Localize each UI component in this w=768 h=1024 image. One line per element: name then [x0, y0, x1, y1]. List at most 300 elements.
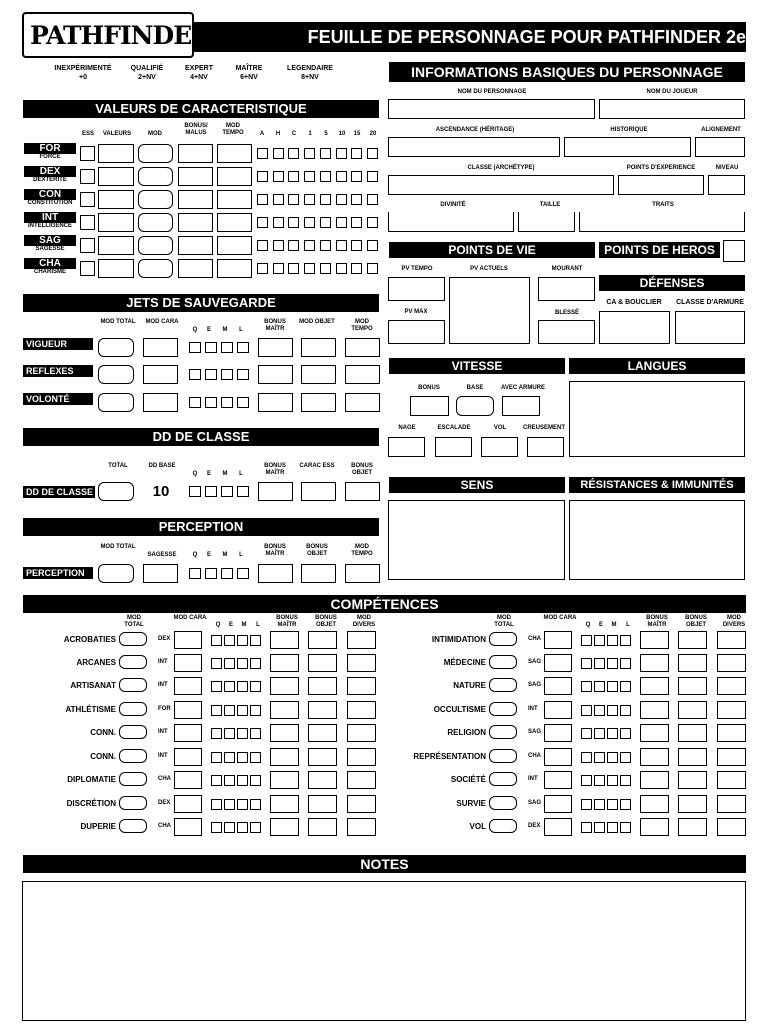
skill-prof-bonus-field[interactable]	[640, 818, 669, 836]
skill-item-field[interactable]	[678, 748, 707, 766]
ability-boost-checkbox[interactable]	[320, 263, 331, 274]
speed-base-field[interactable]	[456, 396, 494, 416]
skill-prof-checkbox[interactable]	[594, 799, 605, 810]
skill-ability-field[interactable]	[544, 748, 572, 766]
skill-item-field[interactable]	[308, 795, 337, 813]
traits-field[interactable]	[579, 212, 745, 232]
skill-prof-checkbox[interactable]	[211, 822, 222, 833]
hero-points-box[interactable]	[723, 240, 745, 262]
save-item-field[interactable]	[301, 338, 336, 357]
skill-prof-checkbox[interactable]	[594, 681, 605, 692]
skill-prof-checkbox[interactable]	[211, 635, 222, 646]
ability-boost-checkbox[interactable]	[367, 148, 378, 159]
skill-item-field[interactable]	[308, 701, 337, 719]
skill-prof-checkbox[interactable]	[581, 635, 592, 646]
ability-score-field[interactable]	[98, 144, 134, 163]
skill-prof-checkbox[interactable]	[224, 705, 235, 716]
save-prof-checkbox[interactable]	[237, 397, 249, 408]
skill-prof-checkbox[interactable]	[250, 752, 261, 763]
ability-boost-checkbox[interactable]	[320, 194, 331, 205]
xp-field[interactable]	[618, 175, 704, 195]
skill-ability-field[interactable]	[544, 701, 572, 719]
skill-prof-checkbox[interactable]	[620, 681, 631, 692]
skill-prof-checkbox[interactable]	[620, 799, 631, 810]
skill-prof-checkbox[interactable]	[581, 822, 592, 833]
class-dc-total-field[interactable]	[98, 482, 134, 501]
ability-boost-checkbox[interactable]	[367, 263, 378, 274]
skill-prof-checkbox[interactable]	[250, 822, 261, 833]
ability-boost-checkbox[interactable]	[336, 240, 347, 251]
skill-prof-checkbox[interactable]	[237, 681, 248, 692]
skill-prof-bonus-field[interactable]	[270, 795, 299, 813]
skill-item-field[interactable]	[678, 654, 707, 672]
ability-temp-field[interactable]	[217, 167, 252, 186]
dying-field[interactable]	[538, 277, 595, 301]
swim-field[interactable]	[388, 437, 425, 457]
skill-prof-checkbox[interactable]	[250, 775, 261, 786]
skill-prof-checkbox[interactable]	[237, 752, 248, 763]
save-prof-checkbox[interactable]	[205, 369, 217, 380]
ability-boost-checkbox[interactable]	[257, 217, 268, 228]
ability-boost-checkbox[interactable]	[288, 217, 299, 228]
ability-boost-checkbox[interactable]	[273, 148, 284, 159]
skill-prof-checkbox[interactable]	[211, 775, 222, 786]
resistances-field[interactable]	[569, 500, 745, 580]
skill-item-field[interactable]	[678, 771, 707, 789]
skill-total-field[interactable]	[489, 749, 517, 763]
skill-prof-checkbox[interactable]	[581, 775, 592, 786]
class-field[interactable]	[388, 175, 614, 195]
skill-total-field[interactable]	[489, 772, 517, 786]
alignment-field[interactable]	[695, 137, 745, 157]
skill-prof-checkbox[interactable]	[250, 728, 261, 739]
skill-ability-field[interactable]	[174, 677, 202, 695]
skill-ability-field[interactable]	[174, 724, 202, 742]
skill-prof-bonus-field[interactable]	[270, 724, 299, 742]
skill-prof-checkbox[interactable]	[581, 681, 592, 692]
ability-key-checkbox[interactable]	[80, 146, 95, 161]
skill-prof-checkbox[interactable]	[594, 822, 605, 833]
save-total-field[interactable]	[98, 338, 134, 357]
size-field[interactable]	[518, 212, 575, 232]
skill-prof-bonus-field[interactable]	[640, 701, 669, 719]
ability-boost-checkbox[interactable]	[367, 217, 378, 228]
skill-prof-checkbox[interactable]	[620, 635, 631, 646]
skill-item-field[interactable]	[678, 818, 707, 836]
ability-boost-checkbox[interactable]	[367, 240, 378, 251]
speed-bonus-field[interactable]	[410, 396, 449, 416]
ability-boost-checkbox[interactable]	[320, 217, 331, 228]
skill-prof-checkbox[interactable]	[581, 705, 592, 716]
skill-total-field[interactable]	[119, 819, 147, 833]
class-dc-prof-checkbox[interactable]	[221, 486, 233, 497]
char-name-field[interactable]	[388, 99, 595, 119]
ability-boost-checkbox[interactable]	[288, 148, 299, 159]
skill-misc-field[interactable]	[717, 701, 746, 719]
skill-ability-field[interactable]	[544, 818, 572, 836]
ability-boost-checkbox[interactable]	[273, 194, 284, 205]
save-prof-bonus-field[interactable]	[258, 393, 293, 412]
skill-prof-checkbox[interactable]	[594, 775, 605, 786]
skill-total-field[interactable]	[489, 819, 517, 833]
skill-item-field[interactable]	[678, 677, 707, 695]
ability-mod-field[interactable]	[138, 236, 173, 255]
fly-field[interactable]	[481, 437, 518, 457]
hp-temp-field[interactable]	[388, 277, 445, 301]
skill-prof-checkbox[interactable]	[607, 681, 618, 692]
ability-temp-field[interactable]	[217, 190, 252, 209]
ability-boost-checkbox[interactable]	[336, 263, 347, 274]
skill-misc-field[interactable]	[717, 654, 746, 672]
skill-ability-field[interactable]	[174, 701, 202, 719]
skill-prof-checkbox[interactable]	[250, 635, 261, 646]
save-prof-checkbox[interactable]	[205, 342, 217, 353]
skill-prof-bonus-field[interactable]	[270, 748, 299, 766]
skill-prof-bonus-field[interactable]	[270, 771, 299, 789]
skill-prof-checkbox[interactable]	[224, 728, 235, 739]
ability-boost-checkbox[interactable]	[351, 217, 362, 228]
ability-boost-checkbox[interactable]	[288, 194, 299, 205]
skill-misc-field[interactable]	[717, 631, 746, 649]
skill-ability-field[interactable]	[544, 631, 572, 649]
ability-boost-checkbox[interactable]	[273, 217, 284, 228]
perception-prof-checkbox[interactable]	[189, 568, 201, 579]
skill-prof-checkbox[interactable]	[224, 658, 235, 669]
skill-prof-checkbox[interactable]	[581, 752, 592, 763]
ability-key-checkbox[interactable]	[80, 169, 95, 184]
skill-misc-field[interactable]	[717, 771, 746, 789]
ability-bonus-field[interactable]	[178, 259, 213, 278]
wounded-field[interactable]	[538, 320, 595, 344]
ability-boost-checkbox[interactable]	[336, 148, 347, 159]
ability-score-field[interactable]	[98, 259, 134, 278]
ability-boost-checkbox[interactable]	[257, 263, 268, 274]
save-prof-checkbox[interactable]	[221, 369, 233, 380]
skill-prof-checkbox[interactable]	[224, 799, 235, 810]
ability-score-field[interactable]	[98, 236, 134, 255]
skill-prof-checkbox[interactable]	[594, 658, 605, 669]
skill-prof-checkbox[interactable]	[607, 799, 618, 810]
skill-prof-checkbox[interactable]	[211, 728, 222, 739]
ability-boost-checkbox[interactable]	[336, 217, 347, 228]
skill-ability-field[interactable]	[544, 724, 572, 742]
skill-prof-checkbox[interactable]	[237, 635, 248, 646]
ability-boost-checkbox[interactable]	[288, 171, 299, 182]
save-item-field[interactable]	[301, 393, 336, 412]
skill-misc-field[interactable]	[717, 724, 746, 742]
ability-mod-field[interactable]	[138, 213, 173, 232]
skill-prof-checkbox[interactable]	[607, 705, 618, 716]
ability-key-checkbox[interactable]	[80, 238, 95, 253]
ability-mod-field[interactable]	[138, 144, 173, 163]
ability-bonus-field[interactable]	[178, 144, 213, 163]
save-prof-checkbox[interactable]	[221, 397, 233, 408]
skill-item-field[interactable]	[678, 631, 707, 649]
skill-prof-checkbox[interactable]	[211, 752, 222, 763]
skill-ability-field[interactable]	[174, 818, 202, 836]
skill-prof-checkbox[interactable]	[594, 705, 605, 716]
skill-prof-checkbox[interactable]	[237, 705, 248, 716]
ability-temp-field[interactable]	[217, 236, 252, 255]
languages-field[interactable]	[569, 381, 745, 457]
perception-prof-bonus-field[interactable]	[258, 564, 293, 583]
skill-prof-checkbox[interactable]	[224, 752, 235, 763]
skill-ability-field[interactable]	[174, 771, 202, 789]
save-total-field[interactable]	[98, 365, 134, 384]
save-prof-checkbox[interactable]	[205, 397, 217, 408]
save-temp-field[interactable]	[345, 393, 380, 412]
skill-prof-checkbox[interactable]	[594, 752, 605, 763]
ability-boost-checkbox[interactable]	[273, 240, 284, 251]
ability-boost-checkbox[interactable]	[257, 148, 268, 159]
skill-total-field[interactable]	[119, 796, 147, 810]
skill-prof-checkbox[interactable]	[620, 822, 631, 833]
skill-total-field[interactable]	[119, 655, 147, 669]
ability-boost-checkbox[interactable]	[367, 194, 378, 205]
skill-total-field[interactable]	[489, 725, 517, 739]
ability-boost-checkbox[interactable]	[336, 194, 347, 205]
ability-boost-checkbox[interactable]	[257, 240, 268, 251]
skill-prof-checkbox[interactable]	[250, 705, 261, 716]
skill-total-field[interactable]	[119, 702, 147, 716]
skill-prof-checkbox[interactable]	[237, 822, 248, 833]
ability-temp-field[interactable]	[217, 213, 252, 232]
skill-prof-bonus-field[interactable]	[640, 654, 669, 672]
skill-misc-field[interactable]	[717, 818, 746, 836]
ability-bonus-field[interactable]	[178, 213, 213, 232]
skill-prof-checkbox[interactable]	[237, 658, 248, 669]
save-ability-field[interactable]	[143, 365, 178, 384]
ability-boost-checkbox[interactable]	[304, 263, 315, 274]
skill-prof-checkbox[interactable]	[620, 658, 631, 669]
skill-prof-checkbox[interactable]	[237, 775, 248, 786]
level-field[interactable]	[708, 175, 745, 195]
ability-boost-checkbox[interactable]	[288, 240, 299, 251]
ability-boost-checkbox[interactable]	[320, 171, 331, 182]
skill-item-field[interactable]	[308, 724, 337, 742]
skill-ability-field[interactable]	[544, 654, 572, 672]
skill-prof-checkbox[interactable]	[620, 728, 631, 739]
skill-prof-checkbox[interactable]	[211, 658, 222, 669]
ability-bonus-field[interactable]	[178, 167, 213, 186]
skill-ability-field[interactable]	[544, 771, 572, 789]
skill-prof-checkbox[interactable]	[594, 635, 605, 646]
perception-prof-checkbox[interactable]	[221, 568, 233, 579]
skill-prof-checkbox[interactable]	[607, 775, 618, 786]
save-prof-checkbox[interactable]	[237, 369, 249, 380]
skill-item-field[interactable]	[308, 654, 337, 672]
skill-total-field[interactable]	[119, 725, 147, 739]
ability-boost-checkbox[interactable]	[351, 171, 362, 182]
skill-total-field[interactable]	[489, 702, 517, 716]
skill-prof-checkbox[interactable]	[607, 728, 618, 739]
ability-bonus-field[interactable]	[178, 190, 213, 209]
skill-total-field[interactable]	[489, 655, 517, 669]
skill-prof-checkbox[interactable]	[211, 681, 222, 692]
skill-prof-checkbox[interactable]	[581, 799, 592, 810]
ability-temp-field[interactable]	[217, 144, 252, 163]
skill-prof-checkbox[interactable]	[594, 728, 605, 739]
ability-mod-field[interactable]	[138, 167, 173, 186]
skill-misc-field[interactable]	[717, 748, 746, 766]
ability-boost-checkbox[interactable]	[320, 148, 331, 159]
ability-temp-field[interactable]	[217, 259, 252, 278]
ability-boost-checkbox[interactable]	[320, 240, 331, 251]
skill-prof-bonus-field[interactable]	[640, 771, 669, 789]
skill-item-field[interactable]	[678, 701, 707, 719]
save-ability-field[interactable]	[143, 338, 178, 357]
skill-prof-checkbox[interactable]	[620, 752, 631, 763]
skill-ability-field[interactable]	[174, 654, 202, 672]
ability-bonus-field[interactable]	[178, 236, 213, 255]
save-ability-field[interactable]	[143, 393, 178, 412]
ability-boost-checkbox[interactable]	[336, 171, 347, 182]
ability-boost-checkbox[interactable]	[257, 194, 268, 205]
background-field[interactable]	[564, 137, 691, 157]
skill-item-field[interactable]	[678, 724, 707, 742]
skill-item-field[interactable]	[678, 795, 707, 813]
skill-prof-bonus-field[interactable]	[270, 654, 299, 672]
save-total-field[interactable]	[98, 393, 134, 412]
skill-total-field[interactable]	[119, 772, 147, 786]
ability-boost-checkbox[interactable]	[367, 171, 378, 182]
skill-misc-field[interactable]	[717, 677, 746, 695]
skill-prof-checkbox[interactable]	[237, 799, 248, 810]
skill-prof-bonus-field[interactable]	[270, 677, 299, 695]
class-dc-item-field[interactable]	[345, 482, 380, 501]
skill-ability-field[interactable]	[174, 631, 202, 649]
ability-key-checkbox[interactable]	[80, 215, 95, 230]
skill-item-field[interactable]	[308, 748, 337, 766]
ability-boost-checkbox[interactable]	[351, 194, 362, 205]
skill-prof-checkbox[interactable]	[607, 822, 618, 833]
skill-prof-bonus-field[interactable]	[640, 677, 669, 695]
skill-total-field[interactable]	[119, 632, 147, 646]
ability-boost-checkbox[interactable]	[304, 217, 315, 228]
save-prof-checkbox[interactable]	[189, 397, 201, 408]
ability-boost-checkbox[interactable]	[273, 263, 284, 274]
skill-prof-checkbox[interactable]	[224, 681, 235, 692]
hp-current-field[interactable]	[449, 277, 530, 344]
skill-total-field[interactable]	[119, 678, 147, 692]
skill-ability-field[interactable]	[544, 677, 572, 695]
skill-prof-checkbox[interactable]	[581, 658, 592, 669]
ability-boost-checkbox[interactable]	[304, 240, 315, 251]
skill-prof-checkbox[interactable]	[607, 635, 618, 646]
skill-prof-bonus-field[interactable]	[640, 795, 669, 813]
skill-item-field[interactable]	[308, 677, 337, 695]
ability-key-checkbox[interactable]	[80, 261, 95, 276]
ability-score-field[interactable]	[98, 213, 134, 232]
ability-boost-checkbox[interactable]	[351, 240, 362, 251]
skill-prof-checkbox[interactable]	[224, 635, 235, 646]
skill-prof-checkbox[interactable]	[250, 799, 261, 810]
perception-prof-checkbox[interactable]	[237, 568, 249, 579]
skill-prof-bonus-field[interactable]	[640, 748, 669, 766]
class-dc-prof-checkbox[interactable]	[189, 486, 201, 497]
skill-prof-checkbox[interactable]	[211, 799, 222, 810]
skill-prof-bonus-field[interactable]	[270, 701, 299, 719]
skill-prof-bonus-field[interactable]	[640, 631, 669, 649]
save-item-field[interactable]	[301, 365, 336, 384]
perception-item-field[interactable]	[301, 564, 336, 583]
skill-prof-checkbox[interactable]	[224, 822, 235, 833]
skill-misc-field[interactable]	[717, 795, 746, 813]
skill-ability-field[interactable]	[544, 795, 572, 813]
skill-total-field[interactable]	[489, 632, 517, 646]
ability-mod-field[interactable]	[138, 190, 173, 209]
ability-boost-checkbox[interactable]	[304, 148, 315, 159]
ability-boost-checkbox[interactable]	[257, 171, 268, 182]
speed-armor-field[interactable]	[502, 396, 540, 416]
perception-wis-field[interactable]	[143, 564, 178, 583]
ability-score-field[interactable]	[98, 167, 134, 186]
skill-total-field[interactable]	[119, 749, 147, 763]
skill-item-field[interactable]	[308, 818, 337, 836]
hp-max-field[interactable]	[388, 320, 445, 344]
senses-field[interactable]	[388, 500, 565, 580]
skill-prof-checkbox[interactable]	[250, 658, 261, 669]
perception-prof-checkbox[interactable]	[205, 568, 217, 579]
save-temp-field[interactable]	[345, 338, 380, 357]
notes-field[interactable]	[22, 881, 746, 1021]
skill-prof-checkbox[interactable]	[250, 681, 261, 692]
class-dc-prof-checkbox[interactable]	[205, 486, 217, 497]
burrow-field[interactable]	[527, 437, 564, 457]
skill-prof-bonus-field[interactable]	[640, 724, 669, 742]
ac-shield-field[interactable]	[599, 311, 670, 344]
ability-mod-field[interactable]	[138, 259, 173, 278]
skill-ability-field[interactable]	[174, 748, 202, 766]
ability-boost-checkbox[interactable]	[273, 171, 284, 182]
ability-boost-checkbox[interactable]	[288, 263, 299, 274]
perception-temp-field[interactable]	[345, 564, 380, 583]
save-prof-checkbox[interactable]	[237, 342, 249, 353]
deity-field[interactable]	[388, 212, 514, 232]
skill-prof-checkbox[interactable]	[211, 705, 222, 716]
skill-prof-checkbox[interactable]	[607, 658, 618, 669]
ability-boost-checkbox[interactable]	[351, 148, 362, 159]
save-prof-checkbox[interactable]	[221, 342, 233, 353]
skill-prof-checkbox[interactable]	[581, 728, 592, 739]
ac-field[interactable]	[675, 311, 745, 344]
save-prof-checkbox[interactable]	[189, 342, 201, 353]
player-name-field[interactable]	[599, 99, 745, 119]
class-dc-prof-bonus-field[interactable]	[258, 482, 293, 501]
skill-prof-bonus-field[interactable]	[270, 631, 299, 649]
ability-key-checkbox[interactable]	[80, 192, 95, 207]
perception-total-field[interactable]	[98, 564, 134, 583]
skill-prof-checkbox[interactable]	[224, 775, 235, 786]
skill-item-field[interactable]	[308, 771, 337, 789]
skill-prof-checkbox[interactable]	[620, 775, 631, 786]
ability-boost-checkbox[interactable]	[304, 194, 315, 205]
skill-prof-bonus-field[interactable]	[270, 818, 299, 836]
skill-prof-checkbox[interactable]	[620, 705, 631, 716]
save-temp-field[interactable]	[345, 365, 380, 384]
save-prof-bonus-field[interactable]	[258, 338, 293, 357]
skill-prof-checkbox[interactable]	[607, 752, 618, 763]
skill-total-field[interactable]	[489, 678, 517, 692]
skill-item-field[interactable]	[308, 631, 337, 649]
climb-field[interactable]	[435, 437, 472, 457]
save-prof-checkbox[interactable]	[189, 369, 201, 380]
ancestry-field[interactable]	[388, 137, 560, 157]
skill-total-field[interactable]	[489, 796, 517, 810]
ability-boost-checkbox[interactable]	[351, 263, 362, 274]
save-prof-bonus-field[interactable]	[258, 365, 293, 384]
class-dc-key-field[interactable]	[301, 482, 336, 501]
